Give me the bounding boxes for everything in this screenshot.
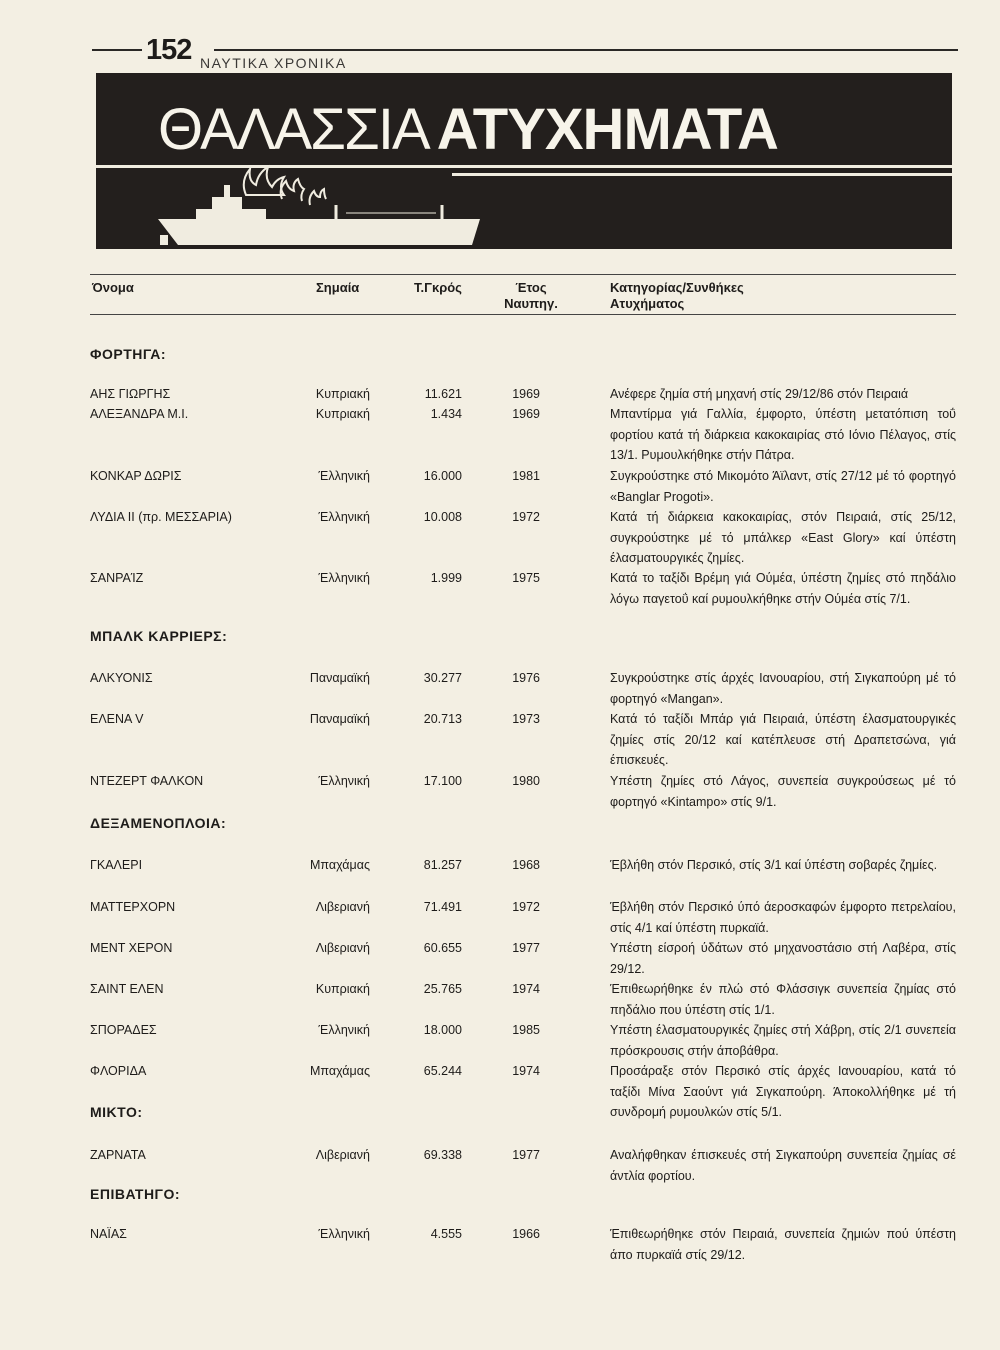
ship-description: Υπέστη έλασματουργικές ζημίες στή Χάβρη, στίς 2/1 συνεπεία πρόσκρουσις στήν άποβάθρα. <box>610 1023 956 1058</box>
ship-name: ΑΛΕΞΑΝΔΡΑ Μ.Ι. <box>90 407 189 421</box>
ship-gt: 20.713 <box>423 712 462 726</box>
ship-gt: 25.765 <box>423 982 462 996</box>
ship-gt: 16.000 <box>423 469 462 483</box>
ship-description: Έβλήθη στόν Περσικό ύπό άεροσκαφών έμφορτο πετρελαίου, στίς 4/1 καί ύπέστη πυρκαϊά. <box>610 900 956 935</box>
ship-year: 1973 <box>512 712 540 726</box>
ship-description: Αναλήφθηκαν έπισκευές στή Σιγκαπούρη συνεπεία ζημίας σέ άντλία φορτίου. <box>610 1148 956 1183</box>
ship-description: Συγκρούστηκε στίς άρχές Ιανουαρίου, στή Σιγκαπούρη μέ τό φορτηγό «Mangan». <box>610 671 956 706</box>
ship-description: Συγκρούστηκε στό Μικομότο Άϊλαντ, στίς 27/12 μέ τό φορτηγό «Banglar Progoti». <box>610 469 956 504</box>
ship-gt: 81.257 <box>423 858 462 872</box>
banner-title-light: ΘΑΛΑΣΣΙΑ <box>158 97 429 162</box>
ship-name: ΣΠΟΡΑΔΕΣ <box>90 1023 157 1037</box>
column-header-category-line2: Ατυχήματος <box>610 296 685 311</box>
ship-description: Υπέστη είσροή ύδάτων στό μηχανοστάσιο στή Λαβέρα, στίς 29/12. <box>610 941 956 976</box>
ship-name: ΜΕΝΤ ΧΕΡΟΝ <box>90 941 173 955</box>
header-rule-left <box>92 49 142 51</box>
ship-gt: 1.999 <box>430 571 462 585</box>
ship-flag: Έλληνική <box>318 469 370 483</box>
ship-flag: Έλληνική <box>318 774 370 788</box>
ship-year: 1976 <box>512 671 540 685</box>
column-header-year-line2: Ναυπηγ. <box>504 296 558 311</box>
column-header-year-line1: Έτος <box>515 280 547 295</box>
ship-flag: Κυπριακή <box>315 387 370 401</box>
ship-flag: Μπαχάμας <box>310 858 370 872</box>
ship-flag: Έλληνική <box>318 510 370 524</box>
ship-name: ΝΑΪΑΣ <box>90 1227 127 1241</box>
ship-name: ΕΛΕΝΑ V <box>90 712 144 726</box>
ship-description: Ανέφερε ζημία στή μηχανή στίς 29/12/86 στόν Πειραιά <box>610 387 909 401</box>
section-title-tankers: ΔΕΞΑΜΕΝΟΠΛΟΙΑ: <box>90 815 227 831</box>
ship-name: ΣΑΙΝΤ ΕΛΕΝ <box>90 982 164 996</box>
ship-gt: 65.244 <box>423 1064 462 1078</box>
ship-gt: 10.008 <box>423 510 462 524</box>
ship-year: 1981 <box>512 469 540 483</box>
ship-description: Μπαντίρμα γιά Γαλλία, έμφορτο, ύπέστη μετατόπιση τοΰ φορτίου κατά τή διάρκεια κακοκαιρίας στό Ιόνιο Πέλαγος, στίς 13/1. Ρυμουλκήθηκε στήν Πάτρα. <box>610 407 956 462</box>
ship-gt: 18.000 <box>423 1023 462 1037</box>
section-title-passenger: ΕΠΙΒΑΤΗΓΟ: <box>90 1186 181 1202</box>
ship-year: 1974 <box>512 1064 540 1078</box>
ship-flag: Κυπριακή <box>315 407 370 421</box>
ship-year: 1968 <box>512 858 540 872</box>
title-banner <box>96 73 952 249</box>
ship-year: 1969 <box>512 387 540 401</box>
banner-title-bold: ΑΤΥΧΗΜΑΤΑ <box>436 97 778 162</box>
ship-name: ΝΤΕΖΕΡΤ ΦΑΛΚΟΝ <box>90 774 204 788</box>
magazine-name: ΝΑΥΤΙΚΑ ΧΡΟΝΙΚΑ <box>200 55 347 71</box>
ship-year: 1974 <box>512 982 540 996</box>
ship-description: Υπέστη ζημίες στό Λάγος, συνεπεία συγκρούσεως μέ τό φορτηγό «Kintampo» στίς 9/1. <box>610 774 956 809</box>
ship-flag: Κυπριακή <box>315 982 370 996</box>
ship-flag: Λιβεριανή <box>315 900 370 914</box>
column-header-name: Όνομα <box>92 280 134 295</box>
ship-year: 1972 <box>512 900 540 914</box>
table-top-rule <box>90 274 956 275</box>
ship-gt: 4.555 <box>430 1227 462 1241</box>
ship-name: ΜΑΤΤΕΡΧΟΡΝ <box>90 900 176 914</box>
ship-gt: 11.621 <box>424 387 462 401</box>
ship-flag: Έλληνική <box>318 1023 370 1037</box>
ship-year: 1969 <box>512 407 540 421</box>
ship-description: Προσάραξε στόν Περσικό στίς άρχές Ιανουαρίου, κατά τό ταξίδι Μίνα Σαούντ γιά Σιγκαπούρη. Άποκολλήθηκε μέ τή συνδρομή ρυμουλκών στίς 5/1. <box>610 1064 956 1119</box>
ship-flag: Λιβεριανή <box>315 1148 370 1162</box>
ship-flag: Λιβεριανή <box>315 941 370 955</box>
ship-year: 1975 <box>512 571 540 585</box>
ship-gt: 60.655 <box>423 941 462 955</box>
ship-name: ΚΟΝΚΑΡ ΔΩΡΙΣ <box>90 469 182 483</box>
burning-ship-icon <box>96 155 516 249</box>
ship-gt: 30.277 <box>423 671 462 685</box>
ship-gt: 69.338 <box>423 1148 462 1162</box>
ship-year: 1985 <box>512 1023 540 1037</box>
ship-name: ΦΛΟΡΙΔΑ <box>90 1064 147 1078</box>
table-header-rule <box>90 314 956 315</box>
section-title-bulk-carriers: ΜΠΑΛΚ ΚΑΡΡΙΕΡΣ: <box>90 628 228 644</box>
ship-flag: Μπαχάμας <box>310 1064 370 1078</box>
ship-flag: Παναμαϊκή <box>309 712 370 726</box>
ship-description: Έπιθεωρήθηκε στόν Πειραιά, συνεπεία ζημιών πού ύπέστη άπο πυρκαϊά στίς 29/12. <box>610 1227 956 1262</box>
ship-flag: Παναμαϊκή <box>309 671 370 685</box>
ship-year: 1966 <box>512 1227 540 1241</box>
ship-year: 1980 <box>512 774 540 788</box>
ship-description: Κατά τό ταξίδι Μπάρ γιά Πειραιά, ύπέστη έλασματουργικές ζημίες στίς 20/12 καί κατέπλευσε στή Δραπετσώνα, γιά έπισκευές. <box>610 712 956 767</box>
column-header-category <box>610 280 744 312</box>
ship-name: ΖΑΡΝΑΤΑ <box>90 1148 146 1162</box>
column-header-gt: Τ.Γκρός <box>414 280 462 295</box>
ship-name: ΑΗΣ ΓΙΩΡΓΗΣ <box>90 387 171 401</box>
ship-name: ΑΛΚΥΟΝΙΣ <box>90 671 153 685</box>
ship-description: Έβλήθη στόν Περσικό, στίς 3/1 καί ύπέστη σοβαρές ζημίες. <box>610 858 938 872</box>
ship-gt: 1.434 <box>430 407 462 421</box>
ship-description: Κατά τή διάρκεια κακοκαιρίας, στόν Πειραιά, στίς 25/12, συγκρούστηκε μέ τό μπάλκερ «East Glory» καί ύπέστη έλασματουργικές ζημίες. <box>610 510 956 565</box>
ship-flag: Έλληνική <box>318 571 370 585</box>
ship-name: ΛΥΔΙΑ ΙΙ (πρ. ΜΕΣΣΑΡΙΑ) <box>90 510 232 524</box>
column-header-category-line1: Κατηγορίας/Συνθήκες <box>610 280 744 295</box>
section-title-cargo: ΦΟΡΤΗΓΑ: <box>90 346 167 362</box>
ship-description: Κατά το ταξίδι Βρέμη γιά Ούμέα, ύπέστη ζημίες στό πηδάλιο λόγω παγετοΰ καί ρυμουλκήθηκε στήν Ούμέα στίς 7/1. <box>610 571 956 606</box>
header-rule-right <box>214 49 958 51</box>
column-header-flag: Σημαία <box>316 280 360 295</box>
banner-stripe <box>452 173 952 176</box>
ship-year: 1977 <box>512 941 540 955</box>
ship-flag: Έλληνική <box>318 1227 370 1241</box>
ship-year: 1972 <box>512 510 540 524</box>
section-title-mixed: ΜΙΚΤΟ: <box>90 1104 143 1120</box>
column-header-year <box>496 280 566 312</box>
ship-description: Έπιθεωρήθηκε έν πλώ στό Φλάσσιγκ συνεπεία ζημίας στό πηδάλιο που ύπέστη στίς 1/1. <box>610 982 956 1017</box>
ship-gt: 71.491 <box>423 900 462 914</box>
ship-year: 1977 <box>512 1148 540 1162</box>
banner-title <box>158 97 778 162</box>
page-number: 152 <box>146 34 192 66</box>
ship-name: ΓΚΑΛΕΡΙ <box>90 858 143 872</box>
ship-name: ΣΑΝΡΑΊΖ <box>90 571 144 585</box>
ship-gt: 17.100 <box>423 774 462 788</box>
